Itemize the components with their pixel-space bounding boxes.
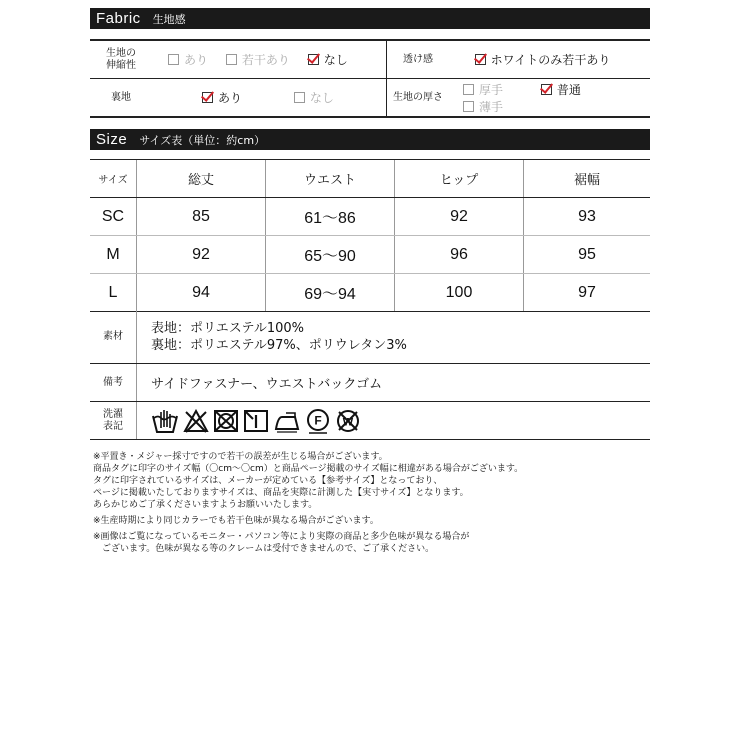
size-header — [90, 129, 650, 150]
checkbox-icon — [226, 54, 237, 65]
fabric-header — [90, 8, 650, 29]
material-label: 素材 — [90, 310, 137, 364]
note-line: ※生産時期により同じカラーでも若干色味が異なる場合がございます。 — [93, 516, 379, 526]
stretch-options — [152, 40, 387, 79]
table-row — [90, 198, 650, 236]
dry-clean-f-icon — [305, 408, 331, 434]
stretch-option-ari[interactable]: あり — [168, 51, 208, 68]
line-dry-shade-icon — [243, 409, 269, 433]
waist-cell: 65～90 — [266, 236, 395, 274]
size-cell: L — [90, 274, 137, 312]
notes — [93, 451, 523, 555]
remarks-label: 備考 — [90, 364, 137, 402]
checked-checkbox-icon — [541, 84, 552, 95]
no-tumble-dry-icon — [213, 409, 239, 433]
size-title: Size — [96, 131, 128, 148]
note-line: ※画像はご覧になっているモニター・パソコン等により実際の商品と多少色味が異なる場合が — [93, 532, 470, 542]
size-subtitle: サイズ表（単位：約cm） — [139, 133, 266, 147]
size-table — [90, 159, 650, 312]
checked-checkbox-icon — [308, 54, 319, 65]
thickness-option-thick[interactable]: 厚手 — [463, 81, 503, 98]
table-row — [90, 274, 650, 312]
lining-label: 裏地 — [90, 79, 152, 118]
checked-checkbox-icon — [475, 54, 486, 65]
material-value — [137, 310, 651, 364]
stretch-label: 生地の 伸縮性 — [90, 40, 152, 79]
stretch-option-jakkan[interactable]: 若干あり — [226, 51, 290, 68]
care-value — [137, 402, 651, 440]
material-outer: 表地：ポリエステル100% — [151, 320, 304, 336]
note-line: タグに印字されているサイズは、メーカーが定めている【参考サイズ】となっており、 — [93, 476, 443, 486]
fabric-table — [90, 39, 650, 118]
stretch-option-nashi[interactable]: なし — [308, 51, 348, 68]
col-header-length: 総丈 — [137, 160, 266, 198]
care-row — [90, 402, 650, 440]
iron-low-icon — [273, 409, 301, 433]
checked-checkbox-icon — [202, 92, 213, 103]
lining-option-nashi[interactable]: なし — [294, 89, 334, 106]
thickness-options — [449, 79, 650, 118]
checkbox-icon — [168, 54, 179, 65]
waist-cell: 69～94 — [266, 274, 395, 312]
hand-wash-icon — [151, 408, 179, 434]
checkbox-icon — [463, 84, 474, 95]
note-line: 商品タグに印字のサイズ幅（〇cm～〇cm）と商品ページ掲載のサイズ幅に相違がある場合がございます。 — [93, 464, 524, 474]
note-line: ページに掲載いたしておりますサイズは、商品を実際に計測した【実寸サイズ】となります。 — [93, 488, 469, 498]
table-row — [90, 236, 650, 274]
thickness-option-thin[interactable]: 薄手 — [463, 98, 503, 115]
svg-text:W: W — [342, 416, 354, 428]
size-cell: SC — [90, 198, 137, 236]
fabric-subtitle: 生地感 — [152, 12, 186, 26]
hip-cell: 100 — [395, 274, 524, 312]
lining-option-ari[interactable]: あり — [202, 89, 242, 106]
no-bleach-icon — [183, 409, 209, 433]
thickness-option-normal[interactable]: 普通 — [541, 81, 581, 98]
care-label: 洗濯 表記 — [90, 402, 137, 440]
lining-options — [152, 79, 387, 118]
care-symbols — [151, 408, 650, 434]
sheer-label: 透け感 — [387, 40, 450, 79]
material-row — [90, 310, 650, 364]
no-wet-clean-icon — [335, 408, 361, 434]
waist-cell: 61～86 — [266, 198, 395, 236]
col-header-size: サイズ — [90, 160, 137, 198]
checkbox-icon — [463, 101, 474, 112]
size-cell: M — [90, 236, 137, 274]
note-line: ※平置き・メジャー採寸ですので若干の誤差が生じる場合がございます。 — [93, 452, 388, 462]
hem-cell: 97 — [524, 274, 651, 312]
col-header-hem: 裾幅 — [524, 160, 651, 198]
hem-cell: 93 — [524, 198, 651, 236]
sheer-option-white[interactable]: ホワイトのみ若干あり — [475, 51, 611, 68]
note-line: ございます。色味が異なる等のクレームは受付できませんので、ご了承ください。 — [93, 544, 435, 554]
hem-cell: 95 — [524, 236, 651, 274]
length-cell: 94 — [137, 274, 266, 312]
svg-text:F: F — [314, 413, 322, 427]
col-header-waist: ウエスト — [266, 160, 395, 198]
length-cell: 85 — [137, 198, 266, 236]
size-table-header — [90, 160, 650, 198]
length-cell: 92 — [137, 236, 266, 274]
col-header-hip: ヒップ — [395, 160, 524, 198]
sheer-options — [449, 40, 650, 79]
thickness-label: 生地の厚さ — [387, 79, 450, 118]
material-lining: 裏地：ポリエステル97%、ポリウレタン3% — [151, 337, 407, 353]
checkbox-icon — [294, 92, 305, 103]
note-line: あらかじめご了承くださいますようお願いいたします。 — [93, 500, 318, 510]
hip-cell: 92 — [395, 198, 524, 236]
remarks-row — [90, 364, 650, 402]
material-table — [90, 310, 650, 440]
fabric-title: Fabric — [96, 10, 141, 27]
remarks-value: サイドファスナー、ウエストバックゴム — [137, 364, 651, 402]
hip-cell: 96 — [395, 236, 524, 274]
